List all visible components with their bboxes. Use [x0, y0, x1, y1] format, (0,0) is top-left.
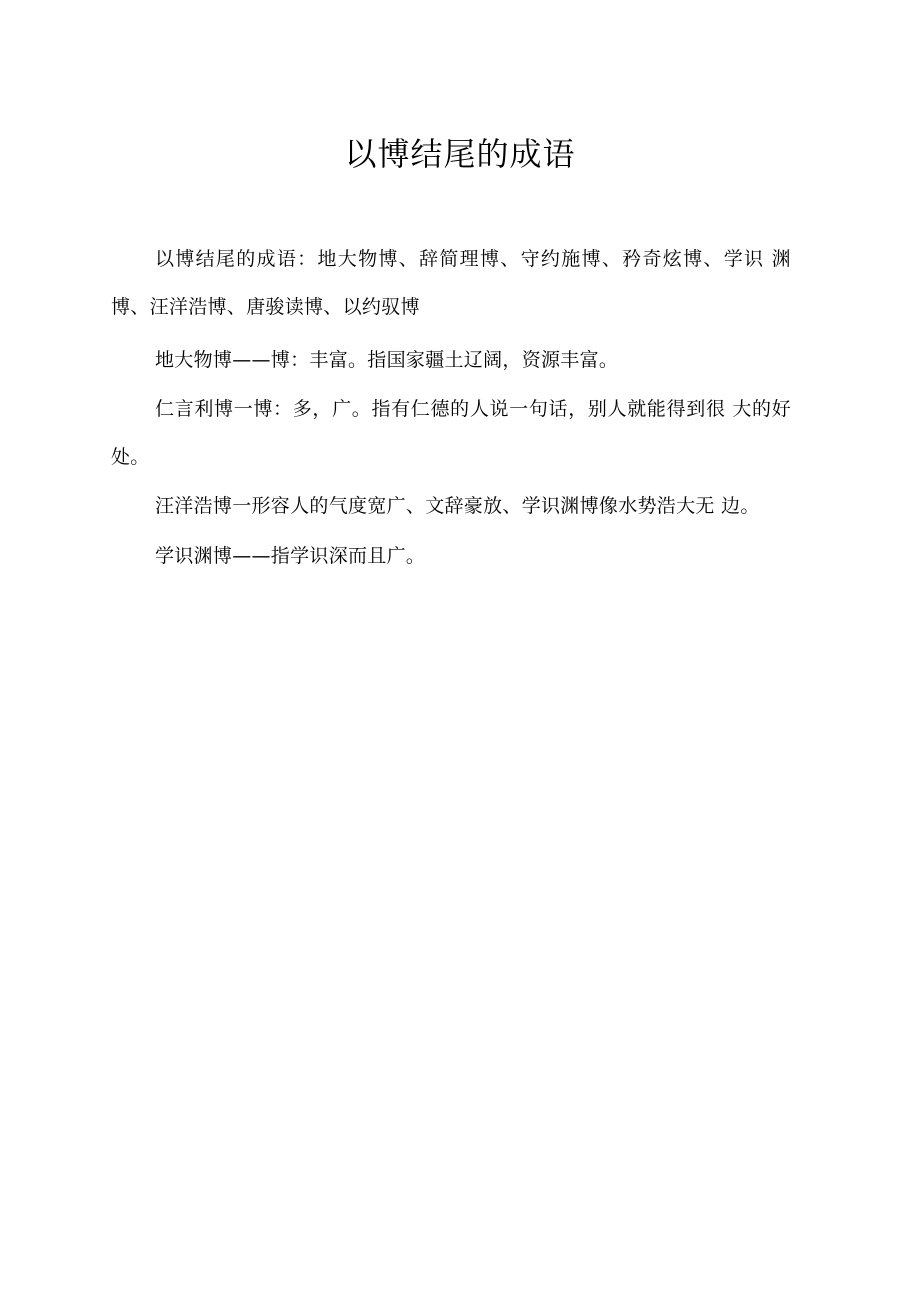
- paragraph-xue-shi-yuan-bo: 学识渊博——指学识深而且广。: [155, 545, 426, 567]
- paragraph-idiom-list: 以博结尾的成语：地大物博、辞简理博、守约施博、矜奇炫博、学识 渊博、汪洋浩博、唐骏读博、以约驭博: [111, 248, 791, 318]
- document-title: 以博结尾的成语: [344, 135, 576, 173]
- document-body: [111, 235, 791, 579]
- paragraph-wang-yang-hao-bo: 汪洋浩博一形容人的气度宽广、文辞豪放、学识渊博像水势浩大无 边。: [155, 495, 760, 517]
- paragraph-di-da-wu-bo: 地大物博——博：丰富。指国家疆土辽阔，资源丰富。: [155, 349, 619, 371]
- paragraph-ren-yan-li-bo: 仁言利博一博：多，广。指有仁德的人说一句话，别人就能得到很 大的好处。: [111, 398, 791, 468]
